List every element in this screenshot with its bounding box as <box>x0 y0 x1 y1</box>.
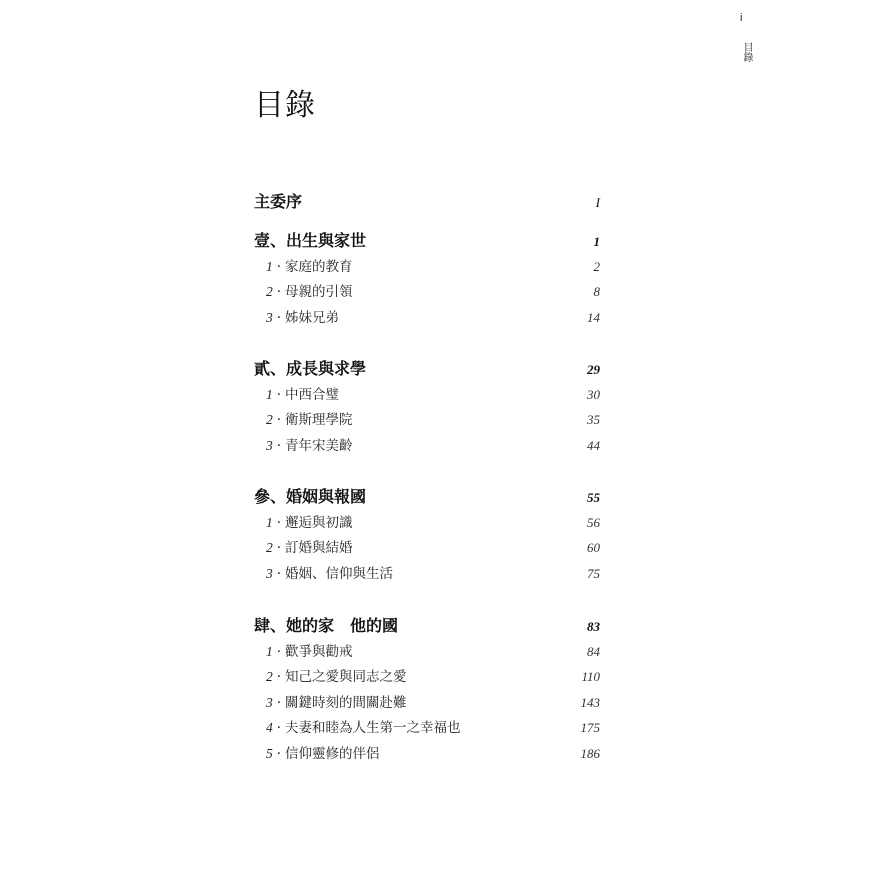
toc-item-page: 60 <box>587 540 600 556</box>
toc-item-page: 84 <box>587 643 600 659</box>
separator-dot: · <box>276 669 282 686</box>
toc-item-index: 4 <box>266 720 273 736</box>
toc-item[interactable] <box>254 664 600 690</box>
toc-item-label: 信仰靈修的伴侶 <box>285 745 380 762</box>
toc-entry-page: I <box>595 195 600 210</box>
toc-item[interactable] <box>254 561 600 587</box>
separator-dot: · <box>276 309 282 326</box>
toc-entry-preface[interactable] <box>254 189 600 215</box>
separator-dot: · <box>276 720 282 737</box>
running-head: 目錄 <box>741 42 752 62</box>
toc-item-page: 14 <box>587 309 600 325</box>
toc-entry-label: 主委序 <box>254 192 303 211</box>
toc-item[interactable] <box>254 510 600 536</box>
toc-item-label: 夫妻和睦為人生第一之幸福也 <box>285 720 461 737</box>
toc-item[interactable] <box>254 382 600 408</box>
toc-item[interactable] <box>254 433 600 459</box>
toc-item-label: 姊妹兄弟 <box>285 309 340 326</box>
toc-item-index: 1 <box>266 514 273 530</box>
toc-item-page: 2 <box>593 258 600 274</box>
toc-item-page: 175 <box>580 720 600 736</box>
toc-chapter-3 <box>254 484 600 586</box>
toc-item-label: 關鍵時刻的間關赴難 <box>285 694 407 711</box>
toc-item-label: 訂婚與結婚 <box>285 540 353 557</box>
toc-chapter-4 <box>254 613 600 767</box>
toc-item-page: 75 <box>587 565 600 581</box>
toc-entry-label: 參、婚姻與報國 <box>254 487 367 506</box>
toc-item[interactable] <box>254 279 600 305</box>
toc-item-page: 30 <box>587 386 600 402</box>
page-number: i <box>740 12 743 24</box>
separator-dot: · <box>276 437 282 454</box>
toc-entry-page: 29 <box>587 362 600 377</box>
toc-item[interactable] <box>254 305 600 331</box>
toc-item-index: 3 <box>266 565 273 581</box>
toc-item-page: 143 <box>580 694 600 710</box>
toc-item-label: 婚姻、信仰與生活 <box>285 565 394 582</box>
toc-chapter-heading[interactable] <box>254 356 600 382</box>
separator-dot: · <box>276 643 282 660</box>
toc-item-label: 知己之愛與同志之愛 <box>285 669 407 686</box>
toc-item-index: 3 <box>266 437 273 453</box>
toc-item-label: 家庭的教育 <box>285 258 353 275</box>
toc-item-label: 青年宋美齡 <box>285 437 353 454</box>
separator-dot: · <box>276 284 282 301</box>
toc-preface <box>254 189 600 215</box>
toc-entry-label: 壹、出生與家世 <box>254 231 367 250</box>
page-title: 目錄 <box>254 88 316 123</box>
toc-entry-page: 1 <box>593 234 600 249</box>
toc-item-page: 56 <box>587 514 600 530</box>
toc-item-page: 186 <box>580 745 600 761</box>
toc-item-index: 2 <box>266 284 273 300</box>
separator-dot: · <box>276 565 282 582</box>
toc-chapter-2 <box>254 356 600 458</box>
toc-item-page: 35 <box>587 412 600 428</box>
separator-dot: · <box>276 694 282 711</box>
toc-item-index: 2 <box>266 540 273 556</box>
toc-chapter-heading[interactable] <box>254 484 600 510</box>
toc-entry-page: 83 <box>587 619 600 634</box>
separator-dot: · <box>276 540 282 557</box>
toc-item-index: 5 <box>266 745 273 761</box>
toc-item[interactable] <box>254 254 600 280</box>
toc-item-index: 3 <box>266 694 273 710</box>
separator-dot: · <box>276 386 282 403</box>
toc-entry-label: 貳、成長與求學 <box>254 359 367 378</box>
toc-item[interactable] <box>254 715 600 741</box>
separator-dot: · <box>276 514 282 531</box>
separator-dot: · <box>276 745 282 762</box>
toc-item-label: 邂逅與初識 <box>285 514 353 531</box>
toc-item-page: 110 <box>581 669 600 685</box>
toc-chapter-1 <box>254 228 600 330</box>
toc-item[interactable] <box>254 741 600 767</box>
toc-entry-page: 55 <box>587 490 600 505</box>
toc-item[interactable] <box>254 639 600 665</box>
toc-item-index: 3 <box>266 309 273 325</box>
toc-item-page: 8 <box>593 284 600 300</box>
toc-item-label: 中西合璧 <box>285 386 340 403</box>
toc-item-label: 衛斯理學院 <box>285 412 353 429</box>
toc-item-index: 1 <box>266 258 273 274</box>
separator-dot: · <box>276 258 282 275</box>
toc-item-page: 44 <box>587 437 600 453</box>
toc-item[interactable] <box>254 690 600 716</box>
toc-entry-label: 肆、她的家 他的國 <box>254 616 399 635</box>
toc-item-label: 歡爭與勸戒 <box>285 643 353 660</box>
toc-chapter-heading[interactable] <box>254 228 600 254</box>
toc-item-index: 2 <box>266 412 273 428</box>
toc-item-index: 2 <box>266 669 273 685</box>
toc-item-index: 1 <box>266 386 273 402</box>
toc-item[interactable] <box>254 535 600 561</box>
toc-item[interactable] <box>254 407 600 433</box>
toc-item-index: 1 <box>266 643 273 659</box>
toc-item-label: 母親的引領 <box>285 284 353 301</box>
toc-chapter-heading[interactable] <box>254 613 600 639</box>
separator-dot: · <box>276 412 282 429</box>
